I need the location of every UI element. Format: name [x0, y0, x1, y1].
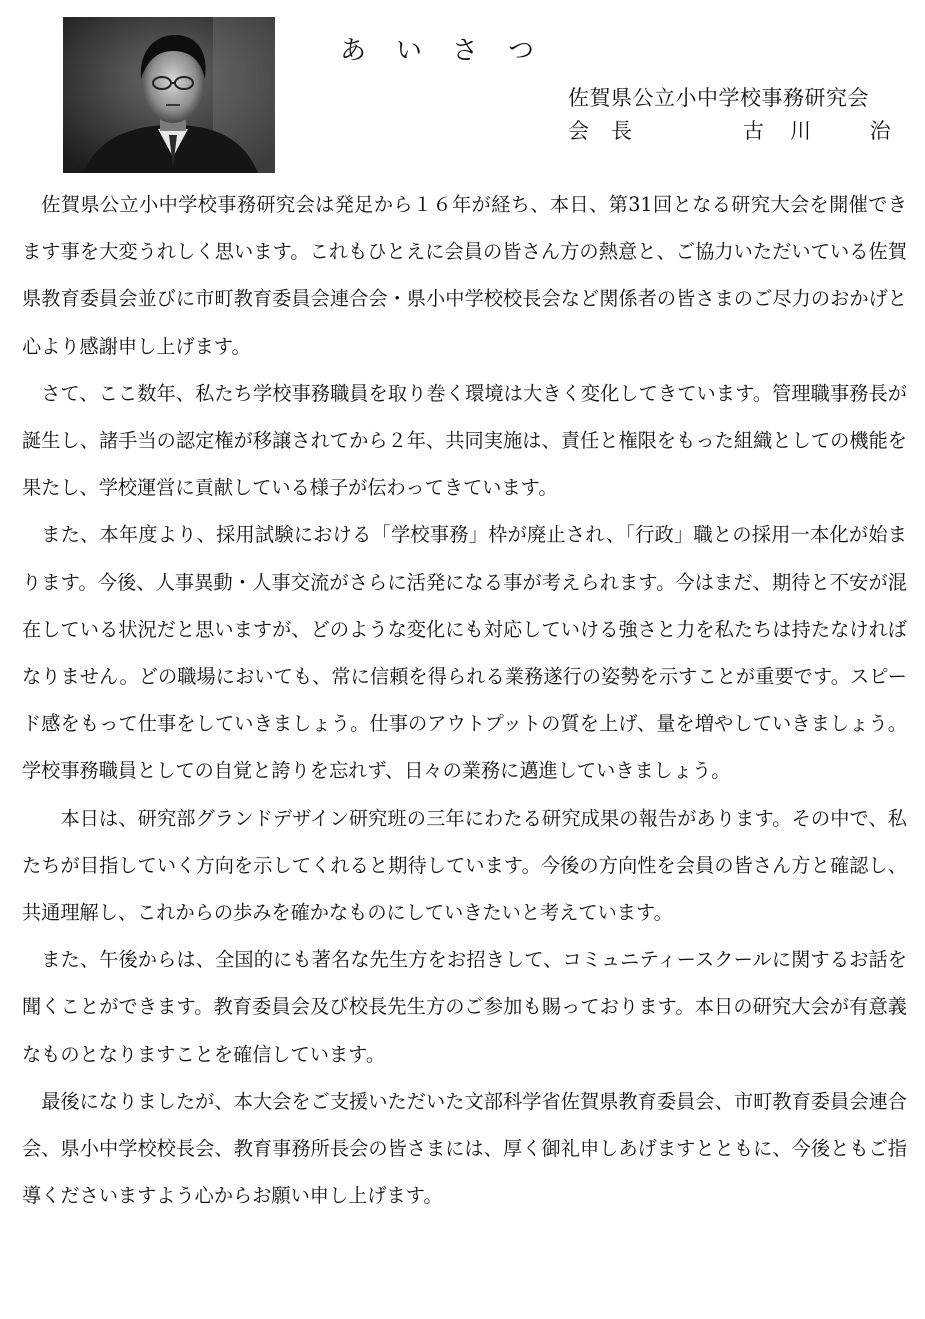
paragraph-3: また、本年度より、採用試験における「学校事務」枠が廃止され、「行政」職との採用一本化が始まります。今後、人事異動・人事交流がさらに活発になる事が考えられます。今はまだ、期待と不安が混在している状況だと思いますが、どのような変化にも対応していける強さと力を私たちは持たなければなりません。どの職場においても、常に信頼を得られる業務遂行の姿勢を示すことが重要です。スピード感をもって仕事をしていきましょう。仕事のアウトプットの質を上げ、量を増やしていきましょう。学校事務職員としての自覚と誇りを忘れず、日々の業務に邁進していきましょう。 — [22, 523, 907, 783]
paragraph-2: さて、ここ数年、私たち学校事務職員を取り巻く環境は大きく変化してきています。管理職事務長が誕生し、諸手当の認定権が移譲されてから２年、共同実施は、責任と権限をもった組織としての機能を果たし、学校運営に貢献している様子が伝わってきています。 — [22, 381, 907, 500]
organization-name: 佐賀県公立小中学校事務研究会 — [568, 86, 869, 110]
signatory-role: 会長 — [568, 119, 654, 143]
paragraph-4: 本日は、研究部グランドデザイン研究班の三年にわたる研究成果の報告があります。その中で、私たちが目指していく方向を示してくれると期待しています。今後の方向性を会員の皆さん方と確認し、共通理解し、これからの歩みを確かなものにしていきたいと考えています。 — [22, 806, 907, 925]
paragraph-1: 佐賀県公立小中学校事務研究会は発足から１６年が経ち、本日、第31回となる研究大会を開催できます事を大変うれしく思います。これもひとえに会員の皆さん方の熱意と、ご協力いただいている佐賀県教育委員会並びに市町教育委員会連合会・県小中学校校長会など関係者の皆さまのご尽力のおかげと心より感謝申し上げます。 — [22, 193, 907, 358]
page-title: あいさつ — [340, 36, 565, 66]
signatory-name: 古川 治 — [743, 119, 917, 143]
portrait-photo-icon — [63, 17, 275, 173]
paragraph-6: 最後になりましたが、本大会をご支援いただいた文部科学省佐賀県教育委員会、市町教育委員会連合会、県小中学校校長会、教育事務所長会の皆さまには、厚く御礼申しあげますとともに、今後ともご指導くださいますよう心からお願い申し上げます。 — [22, 1089, 907, 1208]
greeting-body — [22, 181, 907, 1219]
paragraph-5: また、午後からは、全国的にも著名な先生方をお招きして、コミュニティースクールに関するお話を聞くことができます。教育委員会及び校長先生方のご参加も賜っております。本日の研究大会が有意義なものとなりますことを確信しています。 — [22, 948, 907, 1066]
portrait-silhouette — [63, 17, 275, 173]
